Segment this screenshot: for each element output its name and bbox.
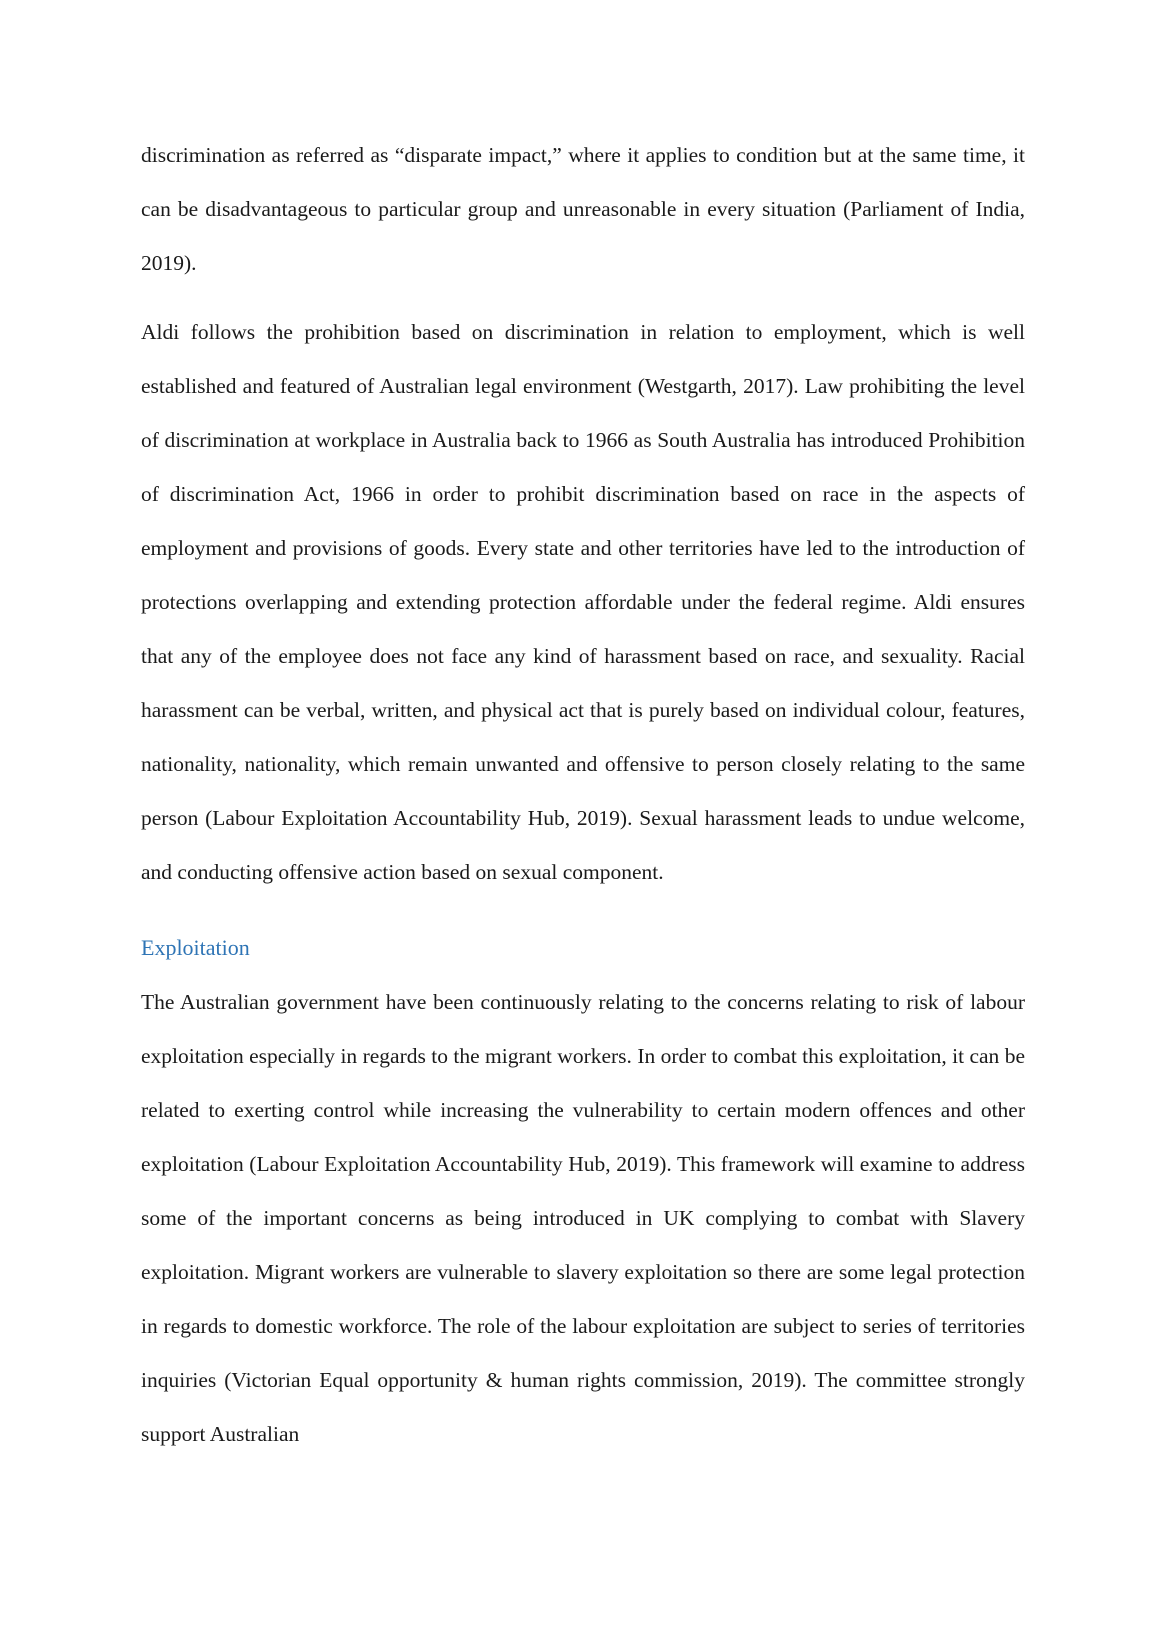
body-paragraph: Aldi follows the prohibition based on discrimination in relation to employment, which is well established and featured of Australian legal environment (Westgarth, 2017). Law prohibiting the level of discrimination at workplace in Australia back to 1966 as South Australia has introduced Prohibition of discrimination Act, 1966 in order to prohibit discrimination based on race in the aspects of employment and provisions of goods. Every state and other territories have led to the introduction of protections overlapping and extending protection affordable under the federal regime. Aldi ensures that any of the employee does not face any kind of harassment based on race, and sexuality. Racial harassment can be verbal, written, and physical act that is purely based on individual colour, features, nationality, nationality, which remain unwanted and offensive to person closely relating to the same person (Labour Exploitation Accountability Hub, 2019). Sexual harassment leads to undue welcome, and conducting offensive action based on sexual component. bbox=[141, 320, 1025, 884]
section-heading: Exploitation bbox=[141, 935, 250, 960]
document-body bbox=[141, 128, 1025, 1461]
body-paragraph: discrimination as referred as “disparate impact,” where it applies to condition but at the same time, it can be disadvantageous to particular group and unreasonable in every situation (Parliament of India, 2019). bbox=[141, 143, 1025, 275]
body-paragraph: The Australian government have been continuously relating to the concerns relating to risk of labour exploitation especially in regards to the migrant workers. In order to combat this exploitation, it can be related to exerting control while increasing the vulnerability to certain modern offences and other exploitation (Labour Exploitation Accountability Hub, 2019). This framework will examine to address some of the important concerns as being introduced in UK complying to combat with Slavery exploitation. Migrant workers are vulnerable to slavery exploitation so there are some legal protection in regards to domestic workforce. The role of the labour exploitation are subject to series of territories inquiries (Victorian Equal opportunity & human rights commission, 2019). The committee strongly support Australian bbox=[141, 990, 1025, 1446]
